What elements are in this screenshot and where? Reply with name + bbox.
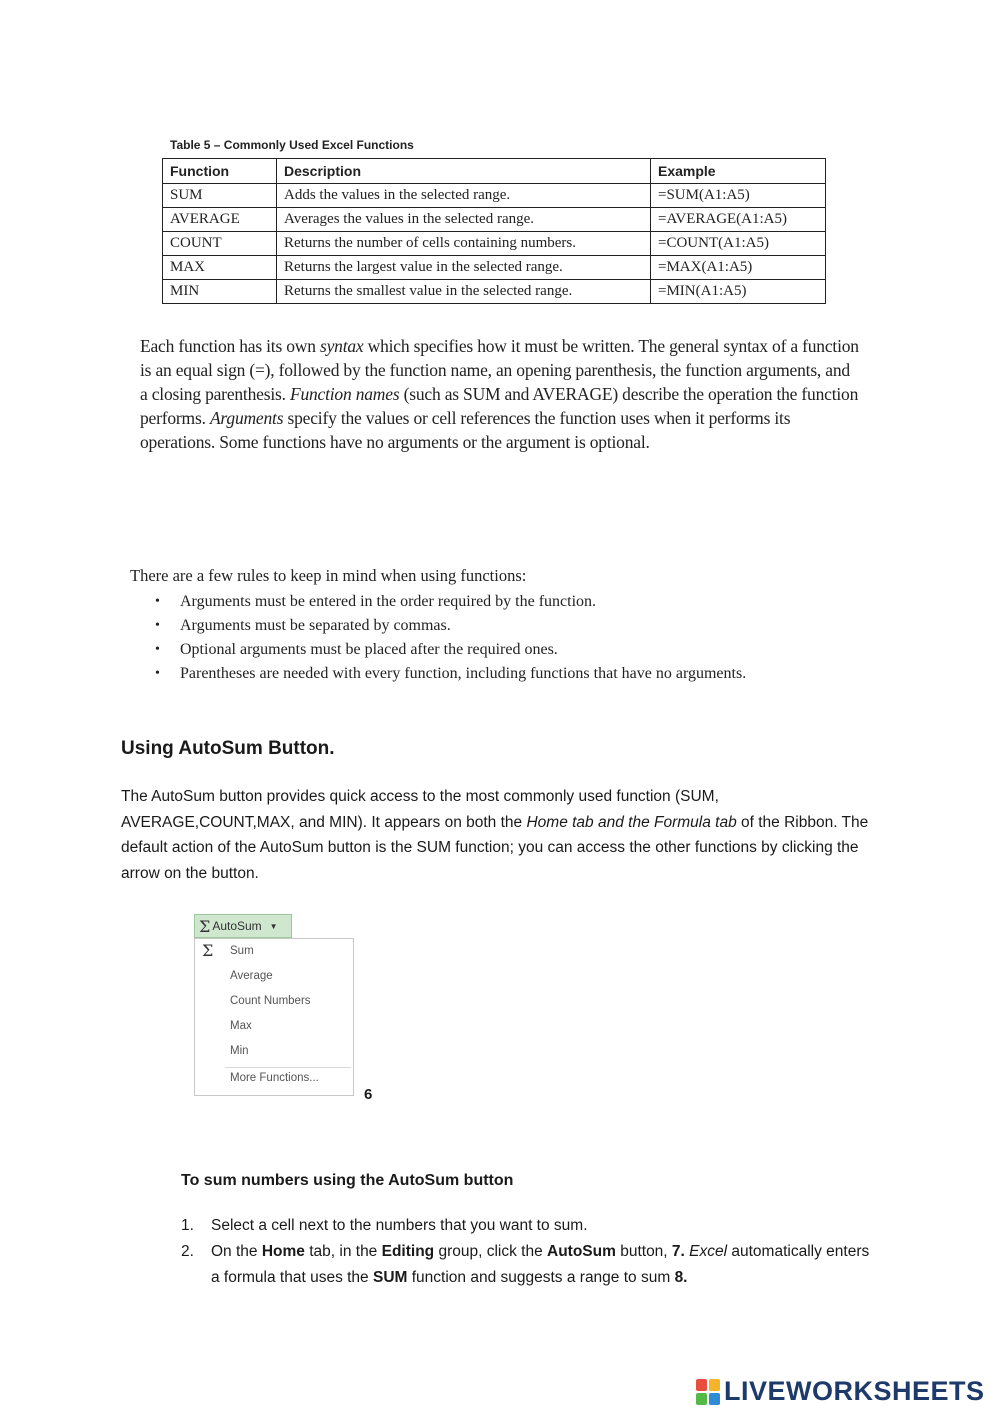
bullet-icon: • [155,642,160,657]
syntax-term: syntax [319,336,364,356]
table-caption: Table 5 – Commonly Used Excel Functions [170,138,414,152]
menu-item-max[interactable]: Max [230,1020,252,1032]
chevron-down-icon[interactable]: ▼ [269,921,278,931]
menu-item-min[interactable]: Min [230,1045,249,1057]
autosum-button-label: AutoSum [212,919,262,933]
step-text: tab, in the [304,1243,382,1260]
autosum-button[interactable] [194,914,292,938]
bullet-icon: • [155,666,160,681]
section-heading: Using AutoSum Button. [121,738,335,759]
cell-description: Returns the smallest value in the selected range. [277,280,651,304]
cell-example: =MAX(A1:A5) [651,256,826,280]
logo-square [696,1393,707,1405]
menu-item-more-functions[interactable]: More Functions... [230,1072,319,1084]
list-item [155,614,746,638]
rules-intro: There are a few rules to keep in mind when using functions: [130,566,527,585]
table-header-row [163,159,826,184]
cell-example: =COUNT(A1:A5) [651,232,826,256]
logo-square [709,1393,720,1405]
editing-term: Editing [381,1243,435,1260]
liveworksheets-logo [696,1376,985,1407]
autosum-term: AutoSum [547,1243,616,1260]
table-row [163,232,826,256]
bullet-icon: • [155,618,160,633]
autosum-dropdown [194,938,354,1096]
cell-description: Returns the largest value in the selected range. [277,256,651,280]
arguments-term: Arguments [209,408,284,428]
autosum-italic: Home tab and the Formula tab [526,813,737,831]
syntax-text-1: Each function has its own [140,336,320,356]
table-row [163,208,826,232]
step-text: automatically enters a formula that uses the [211,1243,870,1286]
autosum-paragraph [121,784,881,886]
procedure-heading: To sum numbers using the AutoSum button [181,1172,514,1189]
procedure-steps [181,1213,881,1291]
cell-example: =SUM(A1:A5) [651,184,826,208]
header-example: Example [651,159,826,184]
syntax-paragraph [140,334,860,454]
home-term: Home [261,1243,305,1260]
step-number: 1. [181,1217,194,1234]
logo-text: LIVEWORKSHEETS [724,1376,985,1406]
rule-text: Parentheses are needed with every function, including functions that have no arguments. [180,665,747,682]
header-function: Function [163,159,277,184]
list-item [155,662,746,686]
callout-number-6: 6 [364,1086,373,1103]
table-row [163,280,826,304]
rule-text: Arguments must be separated by commas. [180,617,451,634]
sigma-icon: Σ [199,916,211,936]
menu-divider [225,1067,351,1068]
rule-text: Optional arguments must be placed after the required ones. [180,641,558,658]
cell-function: AVERAGE [163,208,277,232]
step-text: button, [615,1243,672,1260]
autosum-text-2: of the Ribbon. The default action of the AutoSum button is the SUM function; you can access the other functions by clicking the arrow on the button. [121,813,869,882]
menu-item-sum[interactable]: Sum [230,945,254,957]
table-row [163,256,826,280]
header-description: Description [277,159,651,184]
logo-square [709,1379,720,1391]
cell-function: SUM [163,184,277,208]
logo-square [696,1379,707,1391]
sum-term: SUM [372,1269,408,1286]
logo-mark-icon [696,1379,720,1405]
step-number: 2. [181,1243,194,1260]
cell-example: =AVERAGE(A1:A5) [651,208,826,232]
functions-table [162,158,826,304]
rules-list [155,590,746,686]
syntax-text-2: which specifies how it must be written. The general syntax of a function is an equal sign (=), followed by the function name, an opening parenthesis, the function arguments, and a closing parenthesis. [140,336,859,404]
step-text: Select a cell next to the numbers that you want to sum. [211,1217,588,1234]
menu-item-average[interactable]: Average [230,970,273,982]
rule-text: Arguments must be entered in the order required by the function. [180,593,597,610]
list-item [155,638,746,662]
cell-function: MAX [163,256,277,280]
callout-number-8: 8. [674,1269,688,1286]
table-row [163,184,826,208]
autosum-text-1: The AutoSum button provides quick access to the most commonly used function (SUM, AVERAGE,COUNT,MAX, and MIN). It appears on both the [121,788,719,831]
cell-description: Averages the values in the selected range. [277,208,651,232]
function-names-term: Function names [289,384,400,404]
menu-item-count-numbers[interactable]: Count Numbers [230,995,311,1007]
cell-function: COUNT [163,232,277,256]
syntax-text-3: (such as SUM and AVERAGE) describe the operation the function performs. [140,384,859,428]
step-text: On the [211,1243,262,1260]
bullet-icon: • [155,594,160,609]
step-text: group, click the [434,1243,548,1260]
syntax-text-4: specify the values or cell references the function uses when it performs its operations. Some functions have no arguments or the argument is optional. [140,408,791,452]
cell-description: Returns the number of cells containing numbers. [277,232,651,256]
step-text: function and suggests a range to sum [407,1269,675,1286]
callout-number-7: 7. [671,1243,685,1260]
list-item [181,1213,881,1239]
list-item [181,1239,881,1291]
cell-description: Adds the values in the selected range. [277,184,651,208]
autosum-menu-screenshot [194,914,354,1094]
excel-term: Excel [689,1243,728,1260]
cell-function: MIN [163,280,277,304]
list-item [155,590,746,614]
cell-example: =MIN(A1:A5) [651,280,826,304]
sigma-icon: Σ [202,941,214,960]
